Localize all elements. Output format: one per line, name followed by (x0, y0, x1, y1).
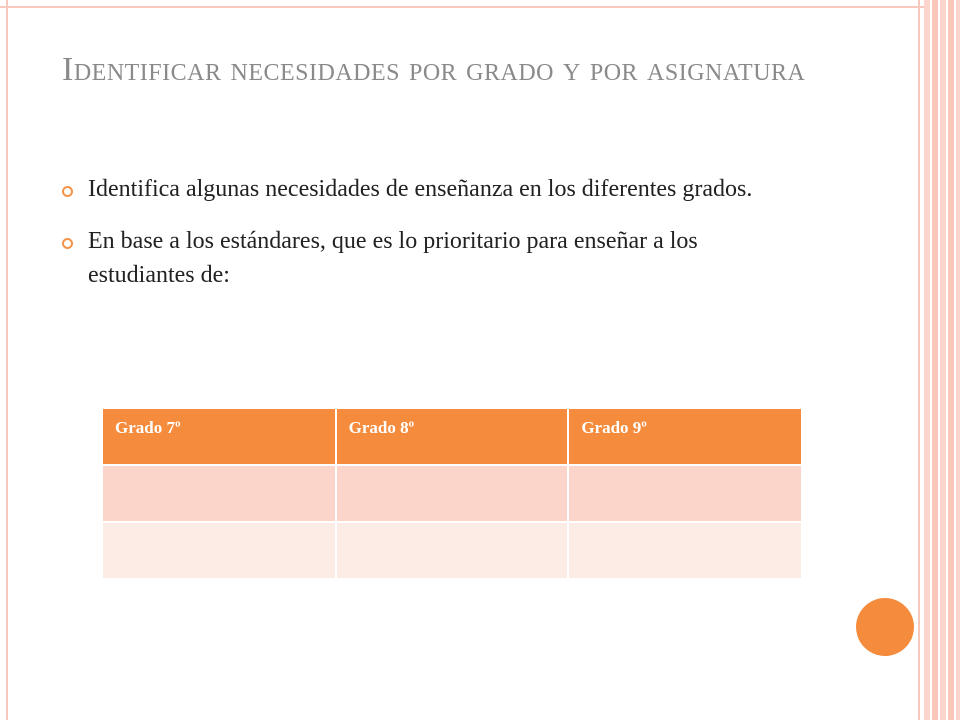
frame-left-border (6, 0, 8, 720)
bullet-text: Identifica algunas necesidades de enseñanza en los diferentes grados. (88, 176, 753, 202)
bullet-item (62, 224, 802, 292)
grades-table (103, 409, 801, 580)
decorative-orange-circle (856, 598, 914, 656)
table-cell (568, 522, 801, 579)
table-cell (568, 465, 801, 522)
table-header-cell: Grado 9º (568, 409, 801, 465)
table-header-cell: Grado 8º (336, 409, 569, 465)
bullet-text: En base a los estándares, que es lo prioritario para enseñar a los estudiantes de: (88, 228, 698, 288)
table-row (103, 522, 801, 579)
right-decorative-stripes (924, 0, 960, 720)
table-cell (103, 465, 336, 522)
bullet-circle-icon (62, 238, 73, 249)
table-cell (103, 522, 336, 579)
bullet-list (62, 172, 802, 310)
table-row (103, 465, 801, 522)
frame-right-border (918, 0, 920, 720)
frame-top-border (0, 0, 924, 8)
bullet-item (62, 172, 802, 206)
table-header-row (103, 409, 801, 465)
bullet-circle-icon (62, 186, 73, 197)
table-header-cell: Grado 7º (103, 409, 336, 465)
table-cell (336, 522, 569, 579)
slide-title: Identificar necesidades por grado y por asignatura (62, 51, 806, 88)
table-cell (336, 465, 569, 522)
